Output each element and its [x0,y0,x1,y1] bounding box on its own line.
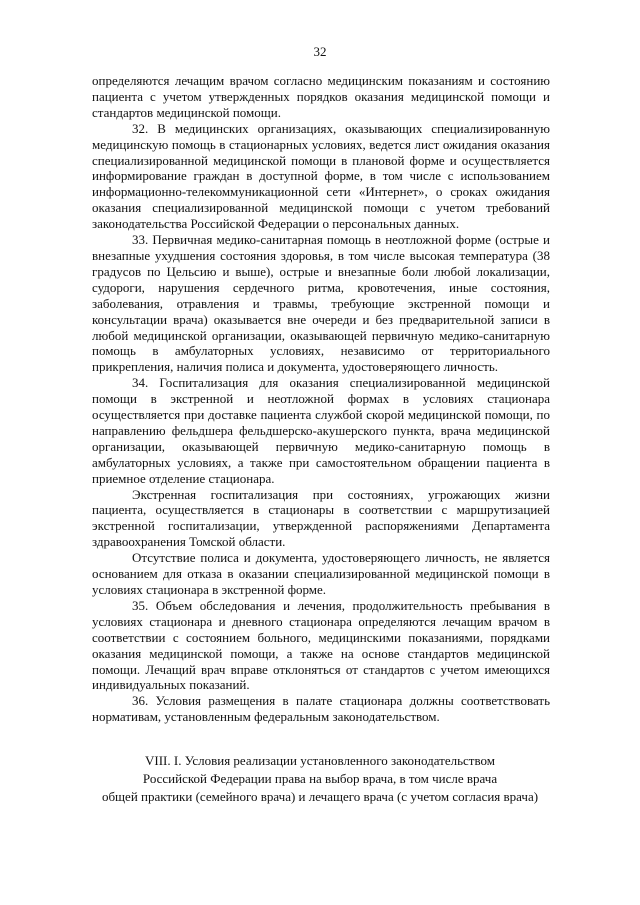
paragraph-35: 35. Объем обследования и лечения, продолжительность пребывания в условиях стационара и дневного стационара определяются лечащим врачом в соответствии с состоянием больного, медицинскими показаниями, порядками оказания медицинской помощи, а также на основе стандартов медицинской помощи. Лечащий врач вправе отклоняться от стандартов с учетом имеющихся индивидуальных показаний. [92,597,550,693]
paragraph-no-policy: Отсутствие полиса и документа, удостоверяющего личность, не является основанием для отказа в оказании специализированной медицинской помощи в условиях стационара в экстренной форме. [92,550,550,597]
paragraph-34: 34. Госпитализация для оказания специализированной медицинской помощи в экстренной и неотложной формах в условиях стационара осуществляется при доставке пациента службой скорой медицинской помощи, по направлению фельдшера фельдшерско-акушерского пункта, врача медицинской организации, оказывающей первичную медико-санитарную помощь в амбулаторных условиях, а также при самостоятельном обращении пациента в приемное отделение стационара. [92,375,550,486]
paragraph-32: 32. В медицинских организациях, оказывающих специализированную медицинскую помощь в стационарных условиях, ведется лист ожидания оказания специализированной медицинской помощи в плановой форме и осуществляется информирование граждан в доступной форме, в том числе с использованием информационно-телекоммуникационной сети «Интернет», о сроках ожидания оказания специализированной медицинской помощи с учетом требований законодательства Российской Федерации о персональных данных. [92,120,550,232]
document-body [92,73,550,725]
paragraph-36: 36. Условия размещения в палате стационара должны соответствовать нормативам, установленным федеральным законодательством. [92,693,550,725]
section-heading-line: VIII. I. Условия реализации установленного законодательством [145,753,495,768]
section-heading-line: общей практики (семейного врача) и лечащего врача (с учетом согласия врача) [101,789,539,804]
section-heading-line: Российской Федерации права на выбор врача, в том числе врача [142,771,498,786]
paragraph-emergency-hospitalization: Экстренная госпитализация при состояниях, угрожающих жизни пациента, осуществляется в стационары в соответствии с маршрутизацией экстренной госпитализации, утвержденной распоряжениями Департамента здравоохранения Томской области. [92,486,550,550]
page-number: 32 [313,44,327,59]
paragraph-33: 33. Первичная медико-санитарная помощь в неотложной форме (острые и внезапные ухудшения состояния здоровья, в том числе высокая температура (38 градусов по Цельсию и выше), острые и внезапные боли любой локализации, судороги, нарушения сердечного ритма, кровотечения, иные состояния, заболевания, отравления и травмы, требующие экстренной помощи и консультации врача) оказывается вне очереди и без предварительной записи в любой медицинской организации, оказывающей первичную медико-санитарную помощь в амбулаторных условиях, независимо от территориального прикрепления, наличия полиса и документа, удостоверяющего личность. [92,232,550,375]
paragraph-continuation: определяются лечащим врачом согласно медицинским показаниям и состоянию пациента с учетом утвержденных порядков оказания медицинской помощи и стандартов медицинской помощи. [92,73,550,120]
section-heading [80,752,560,806]
